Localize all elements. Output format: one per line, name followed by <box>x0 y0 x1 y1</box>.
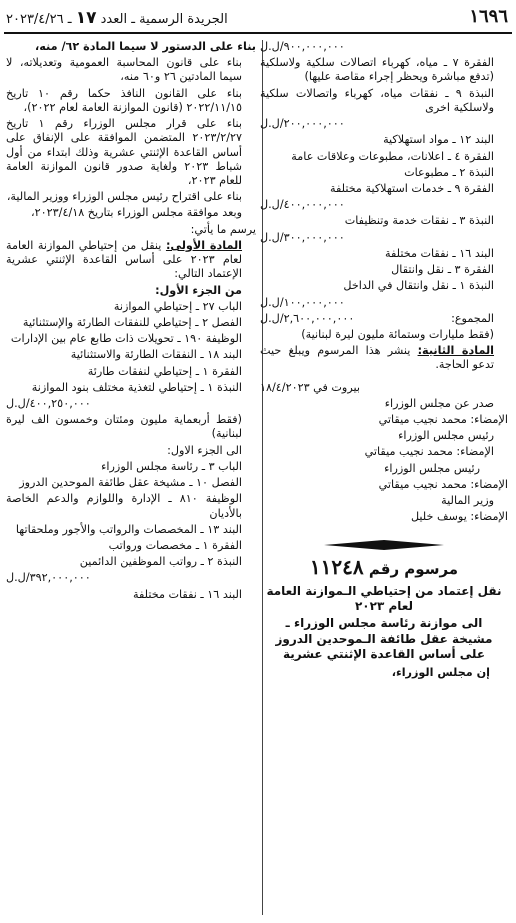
budget-line: النبذة ٩ ـ نفقات مياه، كهرباء واتصالات سلكية ولاسلكية اخرى <box>260 86 495 114</box>
budget-line: النبذة ٢ ـ رواتب الموظفين الدائمين <box>79 555 242 569</box>
budget-line: البند ١٣ ـ المخصصات والرواتب والأجور وملحقاتها <box>15 522 242 536</box>
budget-line: البند ١٢ ـ مواد استهلاكية <box>383 133 494 147</box>
budget-line: الوظيفة ٨١٠ ـ الإدارة واللوازم والدعم الخاصة بالأديان <box>6 492 242 520</box>
issued-by: صدر عن مجلس الوزراء <box>384 396 494 410</box>
ornament-divider-icon <box>324 539 444 551</box>
signature: الإمضاء: يوسف خليل <box>410 510 508 524</box>
signature: الإمضاء: محمد نجيب ميقاتي <box>364 445 494 459</box>
budget-line: الفقرة ٤ ـ اعلانات، مطبوعات وعلاقات عامة <box>291 149 494 163</box>
right-column <box>260 40 508 686</box>
finance-title: وزير المالية <box>441 494 494 508</box>
preamble: وبعد موافقة مجلس الوزراء بتاريخ ٢٠٢٣/٤/١٨، <box>31 206 242 220</box>
budget-line: الفصل ٢ ـ إحتياطي للنفقات الطارئة والإستثنائية <box>22 315 242 329</box>
amount: ١٠٠,٠٠٠,٠٠٠/ل.ل <box>260 295 345 309</box>
gazette-title <box>6 8 228 30</box>
budget-line: الفصل ١٠ ـ مشيخة عقل طائفة الموحدين الدروز <box>19 476 242 490</box>
budget-line: الوظيفة ١٩٠ ـ تحويلات ذات طابع عام بين الإدارات <box>10 332 242 346</box>
header-rule <box>4 32 512 34</box>
budget-line: البند ١٦ ـ نفقات مختلفة <box>132 587 242 601</box>
budget-line: النبذة ٣ ـ نفقات خدمة وتنظيفات <box>344 214 494 228</box>
article-one-text: ينقل من إحتياطي الموازنة العامة لعام ٢٠٢٣ على أساس القاعدة الإثنتي عشرية الإعتماد التالي: <box>6 238 242 281</box>
left-column <box>6 40 256 604</box>
place-date: بيروت في ١٨/٤/٢٠٢٣ <box>260 380 360 394</box>
page-number: ١٦٩٦ <box>469 6 508 27</box>
article-two-label: المادة الثانية: <box>417 344 495 358</box>
pm-title: رئيس مجلس الوزراء <box>384 461 480 475</box>
article-two <box>260 344 508 372</box>
preamble: بناء على الدستور لا سيما المادة ٦٢/ منه، <box>35 40 256 53</box>
issue-date: ـ ٢٠٢٣/٤/٢٦ <box>6 12 72 27</box>
budget-line: الباب ٣ ـ رئاسة مجلس الوزراء <box>101 459 242 473</box>
decree-formula: يرسم ما يأتي: <box>190 222 256 236</box>
preamble: بناء على قرار مجلس الوزراء رقم ١ تاريخ ٢٠٢٣/٢/٢٧ المتضمن الموافقة على الإنفاق على أساس القاعدة الإثنتي عشرية وذلك ابتداء من أول شباط ٢٠٢٣ ولغاية صدور قانون الموازنة العامة للعام ٢٠٢٣، <box>6 117 242 187</box>
decree-title <box>264 555 504 580</box>
amount: ٤٠٠,٢٥٠,٠٠٠/ل.ل <box>6 397 91 411</box>
budget-line: الفقرة ١ ـ إحتياطي لنفقات طارئة <box>87 364 242 378</box>
budget-line: النبذة ٢ ـ مطبوعات <box>404 165 494 179</box>
issue-number: ١٧ <box>75 8 97 28</box>
budget-line: الفقرة ٧ ـ مياه، كهرباء اتصالات سلكية ولاسلكية (تدفع مباشرة ويحظر إجراء مقاصة عليها) <box>260 56 494 84</box>
decree-subtitle: الى موازنة رئاسة مجلس الوزراء ـ مشيخة عقل طائفة الـموحدين الدروز على أساس القاعدة الإثنتي عشرية <box>275 616 493 661</box>
budget-line: النبذة ١ ـ إحتياطي لتغذية مختلف بنود الموازنة <box>31 380 242 394</box>
total-line <box>260 312 508 326</box>
budget-line: الباب ٢٧ ـ إحتياطي الموازنة <box>113 299 242 313</box>
amount: ٤٠٠,٠٠٠,٠٠٠/ل.ل <box>260 198 345 212</box>
pm-title: رئيس مجلس الوزراء <box>398 429 494 443</box>
amount: ٢٠٠,٠٠٠,٠٠٠/ل.ل <box>260 117 345 131</box>
article-one-label: المادة الأولى: <box>165 238 243 252</box>
budget-line: البند ١٦ ـ نفقات مختلفة <box>384 246 494 260</box>
decree-heading <box>260 533 508 687</box>
preamble: بناء على قانون المحاسبة العمومية وتعديلاته، لا سيما المادتين ٢٦ و٦٠ منه، <box>6 56 242 84</box>
decree-label: مرسوم رقم <box>368 559 459 578</box>
signature: الإمضاء: محمد نجيب ميقاتي <box>378 413 508 427</box>
budget-line: الفقرة ١ ـ مخصصات ورواتب <box>108 539 242 552</box>
preamble: بناء على اقتراح رئيس مجلس الوزراء ووزير المالية، <box>6 190 242 204</box>
budget-line: الفقرة ٩ ـ خدمات استهلاكية مختلفة <box>329 181 494 195</box>
council-intro: إن مجلس الوزراء، <box>391 666 490 680</box>
page-header <box>0 0 516 34</box>
decree-subtitle: نقل إعتماد من إحتياطي الـموازنة العامة لعام ٢٠٢٣ <box>266 583 502 614</box>
total-words: (فقط مليارات وستمائة مليون ليرة لبنانية) <box>301 327 494 341</box>
amount: ٣٩٢,٠٠٠,٠٠٠/ل.ل <box>6 571 91 585</box>
gazette-name: الجريدة الرسمية ـ العدد <box>100 12 228 27</box>
decree-number: ١١٢٤٨ <box>309 554 364 579</box>
article-one <box>6 239 256 282</box>
signature: الإمضاء: محمد نجيب ميقاتي <box>378 477 508 491</box>
section-heading: الى الجزء الاول: <box>167 443 242 457</box>
total-amount: ٢,٦٠٠,٠٠٠,٠٠٠/ل.ل <box>260 311 355 325</box>
total-label: المجموع: <box>451 311 494 325</box>
preamble: بناء على القانون النافذ حكما رقم ١٠ تاريخ ٢٠٢٢/١١/١٥ (قانون الموازنة العامة لعام ٢٠٢٢)، <box>6 86 242 114</box>
article-two-text: ينشر هذا المرسوم ويبلغ حيث تدعو الحاجة. <box>260 344 494 372</box>
budget-line: الفقرة ٣ ـ نقل وانتقال <box>391 263 494 277</box>
amount: ٣٠٠,٠٠٠,٠٠٠/ل.ل <box>260 230 345 244</box>
amount: ٩٠٠,٠٠٠,٠٠٠/ل.ل <box>260 40 345 53</box>
amount-words: (فقط أربعماية مليون ومئتان وخمسون الف ليرة لبنانية) <box>6 413 242 441</box>
budget-line: النبذة ١ ـ نقل وانتقال في الداخل <box>343 279 494 293</box>
section-heading: من الجزء الأول: <box>155 283 242 297</box>
budget-line: البند ١٨ ـ النفقات الطارئة والاستثنائية <box>70 348 242 362</box>
